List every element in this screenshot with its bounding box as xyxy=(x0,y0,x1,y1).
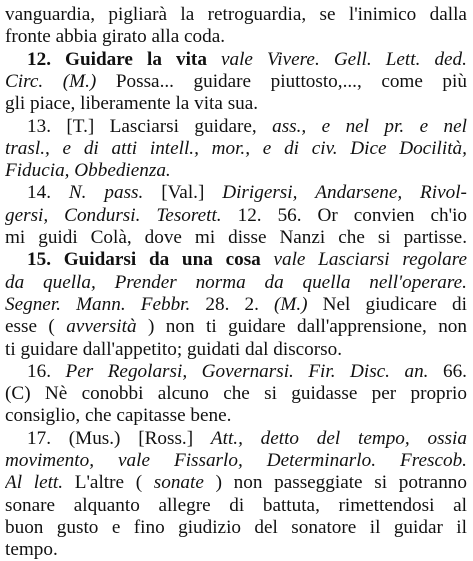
word: Segner. xyxy=(5,293,61,315)
word: 2. xyxy=(244,293,259,315)
word: Or xyxy=(317,204,338,226)
word: come xyxy=(381,70,423,92)
word: e xyxy=(321,115,331,137)
word: ass., xyxy=(272,115,307,137)
word: L'altre xyxy=(74,472,125,494)
word: ) xyxy=(215,472,222,494)
text-line xyxy=(5,227,467,249)
word: alquanto xyxy=(73,494,140,516)
text-line xyxy=(5,272,467,294)
text-segment: consiglio, che capitasse bene. xyxy=(5,405,232,427)
word: giudizio xyxy=(178,516,241,538)
word: 28. xyxy=(205,293,230,315)
word: disse xyxy=(228,227,267,248)
text-segment: ti guidare dall'appetito; guidati dal discorso. xyxy=(5,338,343,360)
text-line xyxy=(5,116,467,138)
word: esse xyxy=(5,316,37,338)
word: di xyxy=(284,137,299,159)
word: Condursi. xyxy=(64,204,141,226)
text-line xyxy=(5,160,467,182)
word: ) xyxy=(147,316,155,338)
word: l'inimico xyxy=(348,4,417,25)
word: ( xyxy=(135,472,143,494)
text-line xyxy=(5,138,467,160)
word: passeggiate xyxy=(274,472,363,494)
text-line xyxy=(5,339,467,361)
word: rimettendosi xyxy=(338,494,435,516)
word: più xyxy=(442,70,467,92)
word: da xyxy=(264,271,284,293)
word: ( xyxy=(48,316,55,338)
word: la xyxy=(180,4,195,25)
word: Lasciarsi xyxy=(109,115,179,137)
word: e xyxy=(111,516,121,538)
word: Docilità, xyxy=(399,137,467,159)
word: [Val.] xyxy=(161,182,205,204)
word: proprio xyxy=(410,383,467,405)
word: da xyxy=(5,271,25,293)
word: Frescob. xyxy=(400,450,467,471)
word: guidar xyxy=(393,516,443,538)
word: 12. xyxy=(237,204,262,226)
text-segment: Fiducia, Obbedienza. xyxy=(5,160,171,182)
text-line xyxy=(5,205,467,227)
word: tempo, xyxy=(358,427,410,449)
word: 56. xyxy=(277,204,302,226)
word: mor., xyxy=(211,137,251,159)
word: Circ. xyxy=(5,70,44,92)
word: norma xyxy=(195,271,246,293)
word: Fir. xyxy=(308,360,336,382)
word: il xyxy=(456,516,467,538)
text-line xyxy=(5,4,467,26)
word: Andarsene, xyxy=(315,182,403,204)
text-line xyxy=(5,539,467,561)
word: di xyxy=(452,293,467,315)
word: Guidarsi xyxy=(63,249,137,271)
word: ded. xyxy=(434,48,467,70)
word: guidasse xyxy=(291,383,358,405)
word: mi xyxy=(5,227,26,248)
word: 14. xyxy=(27,182,51,204)
word: Determinarlo. xyxy=(266,450,377,471)
word: Nè xyxy=(44,383,68,405)
word: il xyxy=(369,516,381,538)
word: intell., xyxy=(149,137,199,159)
word: se xyxy=(319,4,336,25)
word: del xyxy=(316,427,341,449)
word: partisse. xyxy=(403,227,467,248)
text-line xyxy=(5,249,467,271)
word: mi xyxy=(194,227,216,248)
text-line xyxy=(5,93,467,115)
word: Lasciarsi xyxy=(318,249,390,271)
word: del xyxy=(254,516,278,538)
word: (Mus.) xyxy=(68,427,121,449)
word: da xyxy=(148,249,170,271)
word: Governarsi. xyxy=(201,360,294,382)
word: Gell. xyxy=(333,48,372,70)
word: alcuno xyxy=(157,383,209,405)
word: 15. xyxy=(27,249,51,271)
text-line xyxy=(5,316,467,338)
word: detto xyxy=(260,427,300,449)
text-line xyxy=(5,450,467,472)
word: an. xyxy=(404,360,429,382)
word: regolare xyxy=(402,249,467,271)
word: quella, xyxy=(43,271,96,293)
word: si xyxy=(264,383,277,405)
word: allegre xyxy=(158,494,211,516)
word: Prender xyxy=(114,271,177,293)
text-line xyxy=(5,182,467,204)
word: Rivol- xyxy=(420,182,467,204)
word: sonare xyxy=(5,494,56,516)
text-segment: tempo. xyxy=(5,539,58,561)
word: avversità xyxy=(66,316,137,338)
word: pigliarà xyxy=(108,4,168,25)
text-line xyxy=(5,361,467,383)
word: movimento, xyxy=(5,450,94,471)
word: non xyxy=(233,472,263,494)
word: Att., xyxy=(210,427,243,449)
word: giudicare xyxy=(365,293,437,315)
word: Colà, xyxy=(90,227,132,248)
word: [Ross.] xyxy=(138,427,194,449)
word: (M.) xyxy=(62,70,97,92)
text-line xyxy=(5,472,467,494)
word: vanguardia, xyxy=(5,4,96,25)
word: guidare, xyxy=(194,115,257,137)
word: di xyxy=(83,137,99,159)
word: sonatore xyxy=(291,516,357,538)
word: sonate xyxy=(153,472,204,494)
word: buon xyxy=(5,516,44,538)
text-segment: gli piace, liberamente la vita sua. xyxy=(5,93,259,115)
text-line xyxy=(5,294,467,316)
word: e xyxy=(419,115,429,137)
word: nel xyxy=(443,115,467,137)
word: si xyxy=(377,227,391,248)
word: guidi xyxy=(38,227,78,248)
word: 66. xyxy=(442,360,467,382)
word: non xyxy=(165,316,195,338)
word: trasl., xyxy=(5,137,50,159)
word: si xyxy=(374,472,388,494)
word: ti xyxy=(205,316,217,338)
word: ossia xyxy=(427,427,467,449)
text-line xyxy=(5,405,467,427)
word: Dice xyxy=(350,137,387,159)
word: che xyxy=(223,383,250,405)
word: Guidare xyxy=(65,48,133,70)
word: Febbr. xyxy=(140,293,191,315)
word: Nel xyxy=(322,293,351,315)
word: che xyxy=(338,227,365,248)
word: battuta, xyxy=(262,494,320,516)
word: pass. xyxy=(104,182,144,204)
word: e xyxy=(262,137,272,159)
word: ch'io xyxy=(430,204,467,226)
word: dall'apprensione, xyxy=(297,316,427,338)
text-line xyxy=(5,383,467,405)
word: Dirigersi, xyxy=(222,182,298,204)
word: lett. xyxy=(33,472,64,494)
word: conobbi xyxy=(81,383,144,405)
word: non xyxy=(438,316,467,338)
word: dalla xyxy=(429,4,467,25)
word: 13. xyxy=(27,115,51,137)
word: vale xyxy=(118,450,150,471)
word: al xyxy=(453,494,467,516)
word: gersi, xyxy=(5,204,49,226)
word: Mann. xyxy=(76,293,126,315)
word: Nanzi xyxy=(279,227,326,248)
word: fino xyxy=(133,516,165,538)
word: guidare xyxy=(228,316,286,338)
word: vale xyxy=(273,249,306,271)
word: Lett. xyxy=(385,48,421,70)
word: nel xyxy=(345,115,370,137)
word: potranno xyxy=(398,472,467,494)
word: per xyxy=(371,383,397,405)
word: cosa xyxy=(225,249,261,271)
word: Al xyxy=(5,472,23,494)
word: retroguardia, xyxy=(207,4,307,25)
word: atti xyxy=(111,137,138,159)
word: (M.) xyxy=(274,293,308,315)
word: Per xyxy=(65,360,94,382)
word: convien xyxy=(353,204,415,226)
word: di xyxy=(229,494,245,516)
text-line xyxy=(5,49,467,71)
text-line xyxy=(5,495,467,517)
word: Tesorett. xyxy=(156,204,222,226)
word: la xyxy=(147,48,162,70)
text-segment: fronte abbia girato alla coda. xyxy=(5,26,226,48)
word: Possa... xyxy=(115,70,174,92)
word: dove xyxy=(144,227,182,248)
word: e xyxy=(62,137,72,159)
word: Fissarlo, xyxy=(173,450,243,471)
word: vale xyxy=(220,48,253,70)
text-line xyxy=(5,428,467,450)
text-line xyxy=(5,71,467,93)
word: (C) xyxy=(5,383,31,405)
word: piuttosto,..., xyxy=(270,70,362,92)
word: Vivere. xyxy=(267,48,320,70)
word: nell'operare. xyxy=(369,271,467,293)
word: vita xyxy=(176,48,207,70)
word: gusto xyxy=(56,516,99,538)
word: quella xyxy=(302,271,351,293)
word: guidare xyxy=(193,70,252,92)
word: 16. xyxy=(27,360,51,382)
word: N. xyxy=(68,182,87,204)
text-line xyxy=(5,26,467,48)
word: 12. xyxy=(27,48,51,70)
word: 17. xyxy=(27,427,51,449)
word: [T.] xyxy=(66,115,95,137)
word: Regolarsi, xyxy=(107,360,188,382)
word: una xyxy=(181,249,213,271)
word: civ. xyxy=(311,137,338,159)
word: pr. xyxy=(384,115,405,137)
word: Disc. xyxy=(350,360,390,382)
